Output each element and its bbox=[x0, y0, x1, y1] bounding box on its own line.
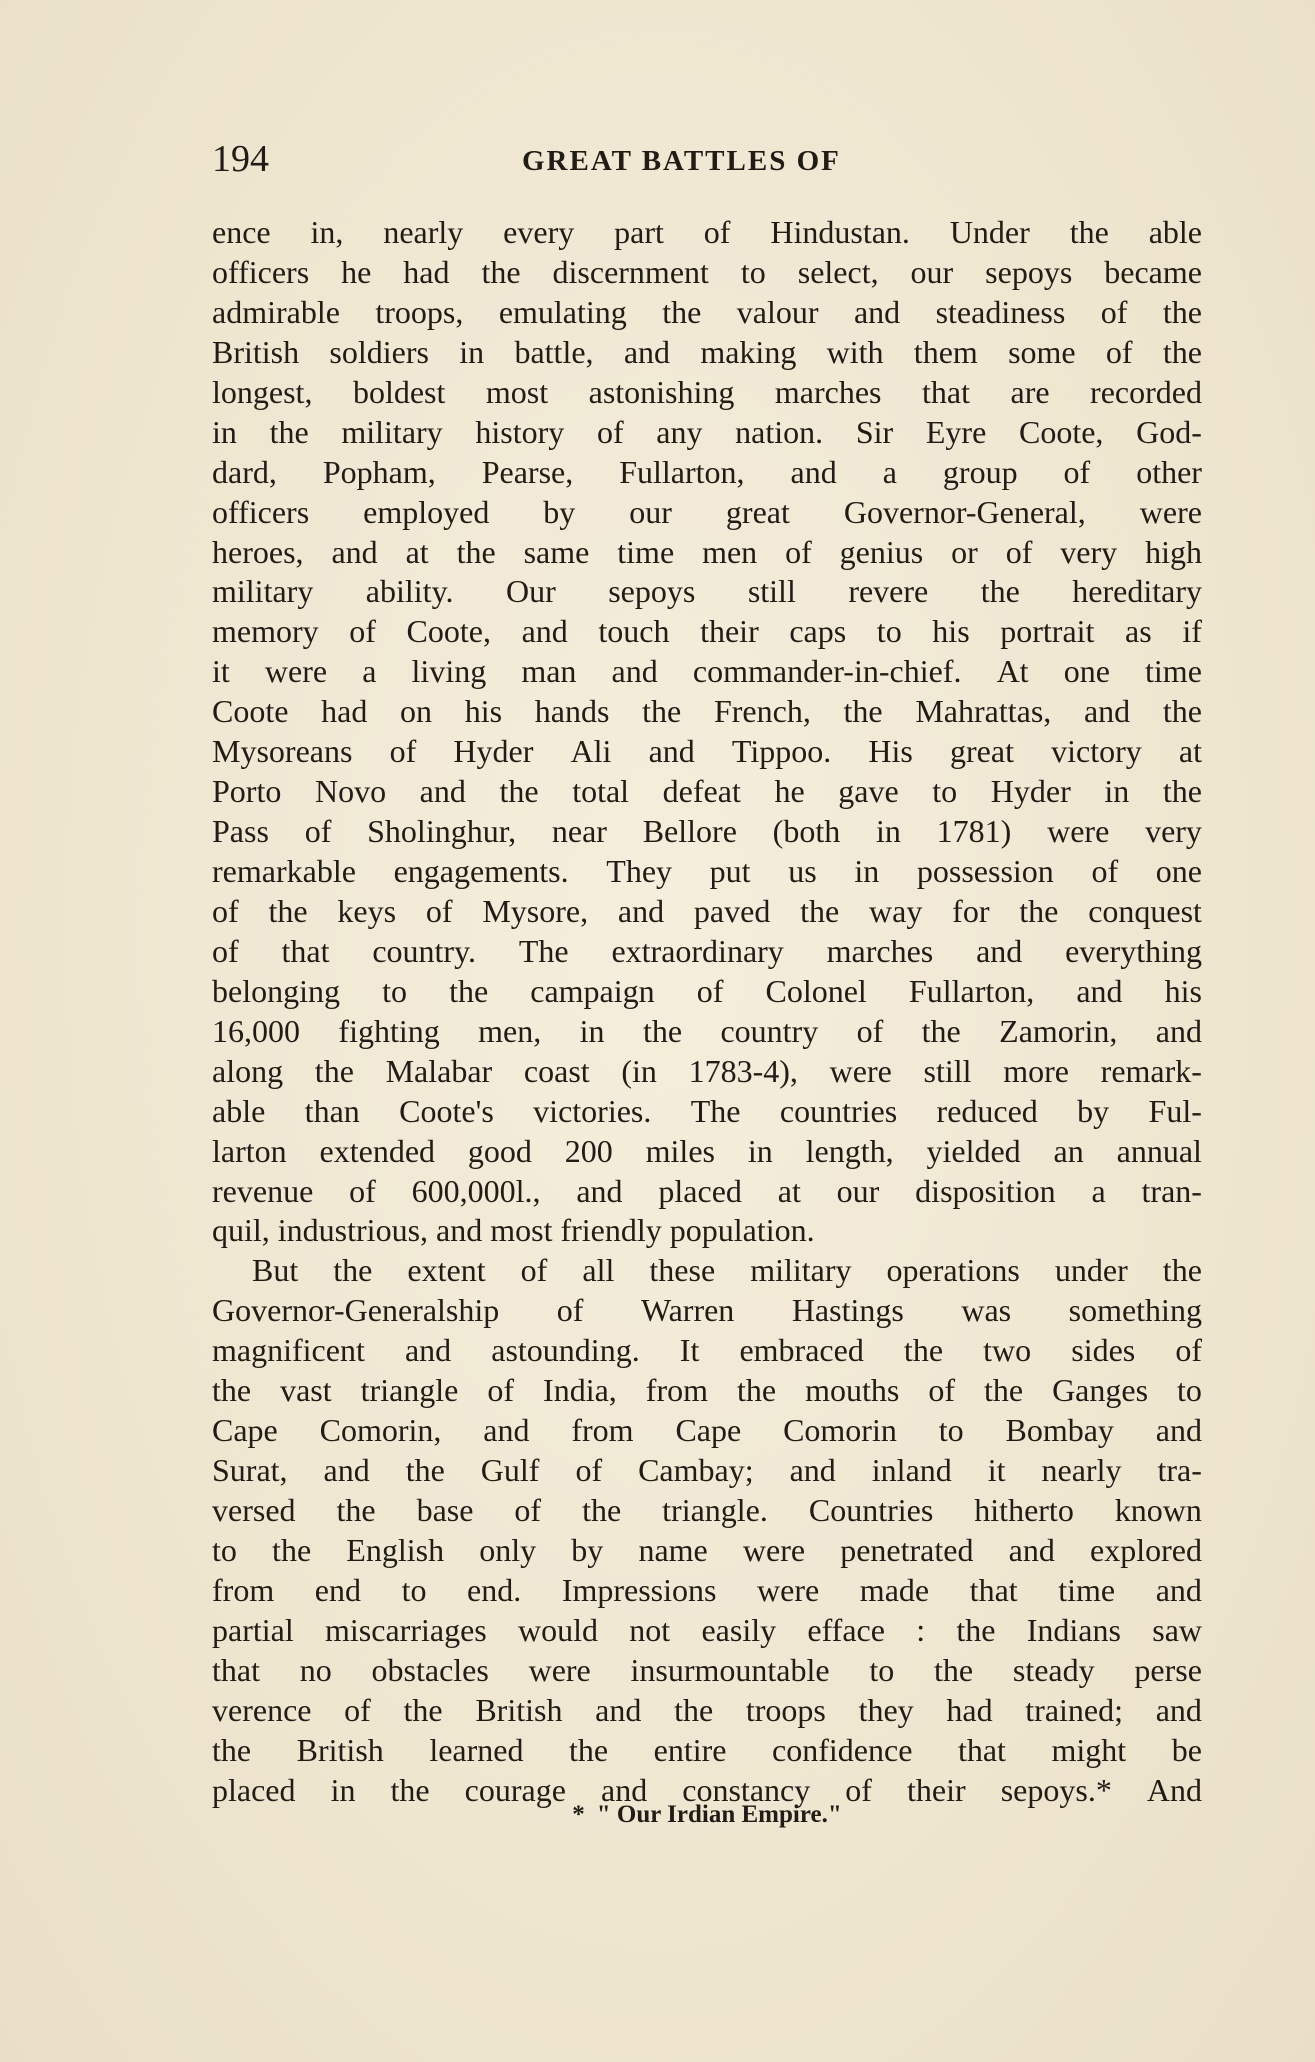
text-line: placed in the courage and constancy of their sepoys.* And bbox=[212, 1771, 1202, 1808]
text-line: 16,000 fighting men, in the country of the Zamorin, and bbox=[212, 1012, 1202, 1049]
text-line: longest, boldest most astonishing marches that are recorded bbox=[212, 373, 1202, 410]
text-line: partial miscarriages would not easily efface : the Indians saw bbox=[212, 1611, 1202, 1648]
text-line: belonging to the campaign of Colonel Fullarton, and his bbox=[212, 972, 1202, 1009]
text-line: officers employed by our great Governor-General, were bbox=[212, 493, 1202, 530]
text-line: of that country. The extraordinary marches and everything bbox=[212, 932, 1202, 969]
text-line: in the military history of any nation. Sir Eyre Coote, God- bbox=[212, 413, 1202, 450]
running-head: GREAT BATTLES OF bbox=[522, 145, 841, 177]
text-line: heroes, and at the same time men of genius or of very high bbox=[212, 533, 1202, 570]
text-line: ence in, nearly every part of Hindustan. Under the able bbox=[212, 214, 1202, 250]
text-line: that no obstacles were insurmountable to the steady perse bbox=[212, 1651, 1202, 1688]
text-line: it were a living man and commander-in-chief. At one time bbox=[212, 653, 1202, 690]
text-line: verence of the British and the troops they had trained; and bbox=[212, 1691, 1202, 1728]
text-line: larton extended good 200 miles in length, yielded an annual bbox=[212, 1132, 1202, 1169]
text-line: But the extent of all these military operations under the bbox=[252, 1252, 1202, 1289]
text-line: magnificent and astounding. It embraced the two sides of bbox=[212, 1332, 1202, 1369]
body-text bbox=[212, 213, 1202, 1811]
page-header bbox=[212, 137, 1202, 181]
text-line: dard, Popham, Pearse, Fullarton, and a group of other bbox=[212, 453, 1202, 490]
text-line: officers he had the discernment to select, our sepoys became bbox=[212, 253, 1202, 290]
text-line: to the English only by name were penetrated and explored bbox=[212, 1531, 1202, 1568]
text-line: Governor-Generalship of Warren Hastings was something bbox=[212, 1292, 1202, 1329]
text-line: military ability. Our sepoys still revere the hereditary bbox=[212, 573, 1202, 610]
text-line: British soldiers in battle, and making with them some of the bbox=[212, 333, 1202, 370]
text-line: admirable troops, emulating the valour and steadiness of the bbox=[212, 293, 1202, 330]
text-line: memory of Coote, and touch their caps to his portrait as if bbox=[212, 613, 1202, 650]
text-line: along the Malabar coast (in 1783-4), were still more remark- bbox=[212, 1052, 1202, 1089]
footnote-marker: * bbox=[572, 1801, 585, 1828]
text-line: Surat, and the Gulf of Cambay; and inland it nearly tra- bbox=[212, 1452, 1202, 1489]
text-line: Coote had on his hands the French, the Mahrattas, and the bbox=[212, 693, 1202, 730]
text-line: Porto Novo and the total defeat he gave to Hyder in the bbox=[212, 773, 1202, 810]
text-line: Pass of Sholinghur, near Bellore (both in 1781) were very bbox=[212, 813, 1202, 850]
text-line: quil, industrious, and most friendly population. bbox=[212, 1212, 815, 1249]
page-number: 194 bbox=[212, 138, 269, 180]
text-line: the vast triangle of India, from the mouths of the Ganges to bbox=[212, 1372, 1202, 1409]
text-line: versed the base of the triangle. Countries hitherto known bbox=[212, 1492, 1202, 1528]
text-line: Mysoreans of Hyder Ali and Tippoo. His great victory at bbox=[212, 733, 1202, 770]
footnote bbox=[212, 1798, 1202, 1832]
text-line: from end to end. Impressions were made that time and bbox=[212, 1571, 1202, 1608]
text-line: remarkable engagements. They put us in possession of one bbox=[212, 853, 1202, 889]
text-line: revenue of 600,000l., and placed at our disposition a tran- bbox=[212, 1172, 1202, 1209]
text-line: the British learned the entire confidence that might be bbox=[212, 1731, 1202, 1768]
text-line: Cape Comorin, and from Cape Comorin to Bombay and bbox=[212, 1412, 1202, 1449]
text-line: able than Coote's victories. The countries reduced by Ful- bbox=[212, 1092, 1202, 1129]
footnote-text: " Our Irdian Empire." bbox=[596, 1801, 842, 1828]
text-line: of the keys of Mysore, and paved the way for the conquest bbox=[212, 892, 1202, 929]
